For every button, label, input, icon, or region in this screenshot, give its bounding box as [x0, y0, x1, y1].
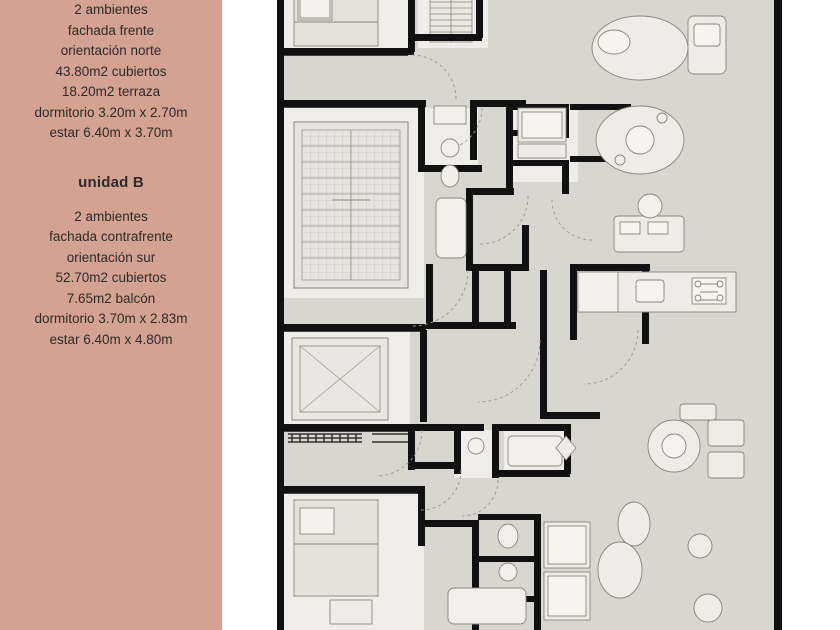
floor-plan-drawing: [222, 0, 840, 630]
unit-a-spec-6: estar 6.40m x 3.70m: [49, 125, 173, 140]
unit-b-spec-0: 2 ambientes: [74, 208, 148, 224]
unit-b-block: [14, 174, 208, 351]
panel-spacer: [14, 144, 208, 174]
unit-a-block: [14, 0, 208, 144]
elevator-shaft: [292, 338, 388, 420]
unit-a-spec-5: dormitorio 3.20m x 2.70m: [34, 104, 188, 120]
unit-a-spec-1: fachada frente: [67, 22, 155, 38]
unit-b-spec-5: dormitorio 3.70m x 2.83m: [34, 311, 188, 326]
unit-a-spec-4: 18.20m2 terraza: [61, 84, 161, 99]
unit-info-panel: [0, 0, 222, 630]
unit-b-spec-6: estar 6.40m x 4.80m: [49, 331, 173, 347]
unit-a-spec-2: orientación norte: [60, 43, 162, 58]
floor-plan-area: [222, 0, 840, 630]
unit-a-spec-0: 2 ambientes: [74, 2, 148, 17]
stairwell: [294, 122, 408, 288]
unit-a-spec-3: 43.80m2 cubiertos: [55, 63, 167, 79]
unit-b-title: unidad B: [78, 173, 144, 191]
unit-b-spec-1: fachada contrafrente: [49, 229, 173, 244]
unit-b-spec-4: 7.65m2 balcón: [66, 290, 156, 306]
unit-b-spec-2: orientación sur: [66, 249, 156, 265]
furniture-bedroom-top: [294, 0, 378, 46]
furniture-kitchen: [578, 272, 736, 312]
unit-b-spec-3: 52.70m2 cubiertos: [55, 270, 167, 285]
